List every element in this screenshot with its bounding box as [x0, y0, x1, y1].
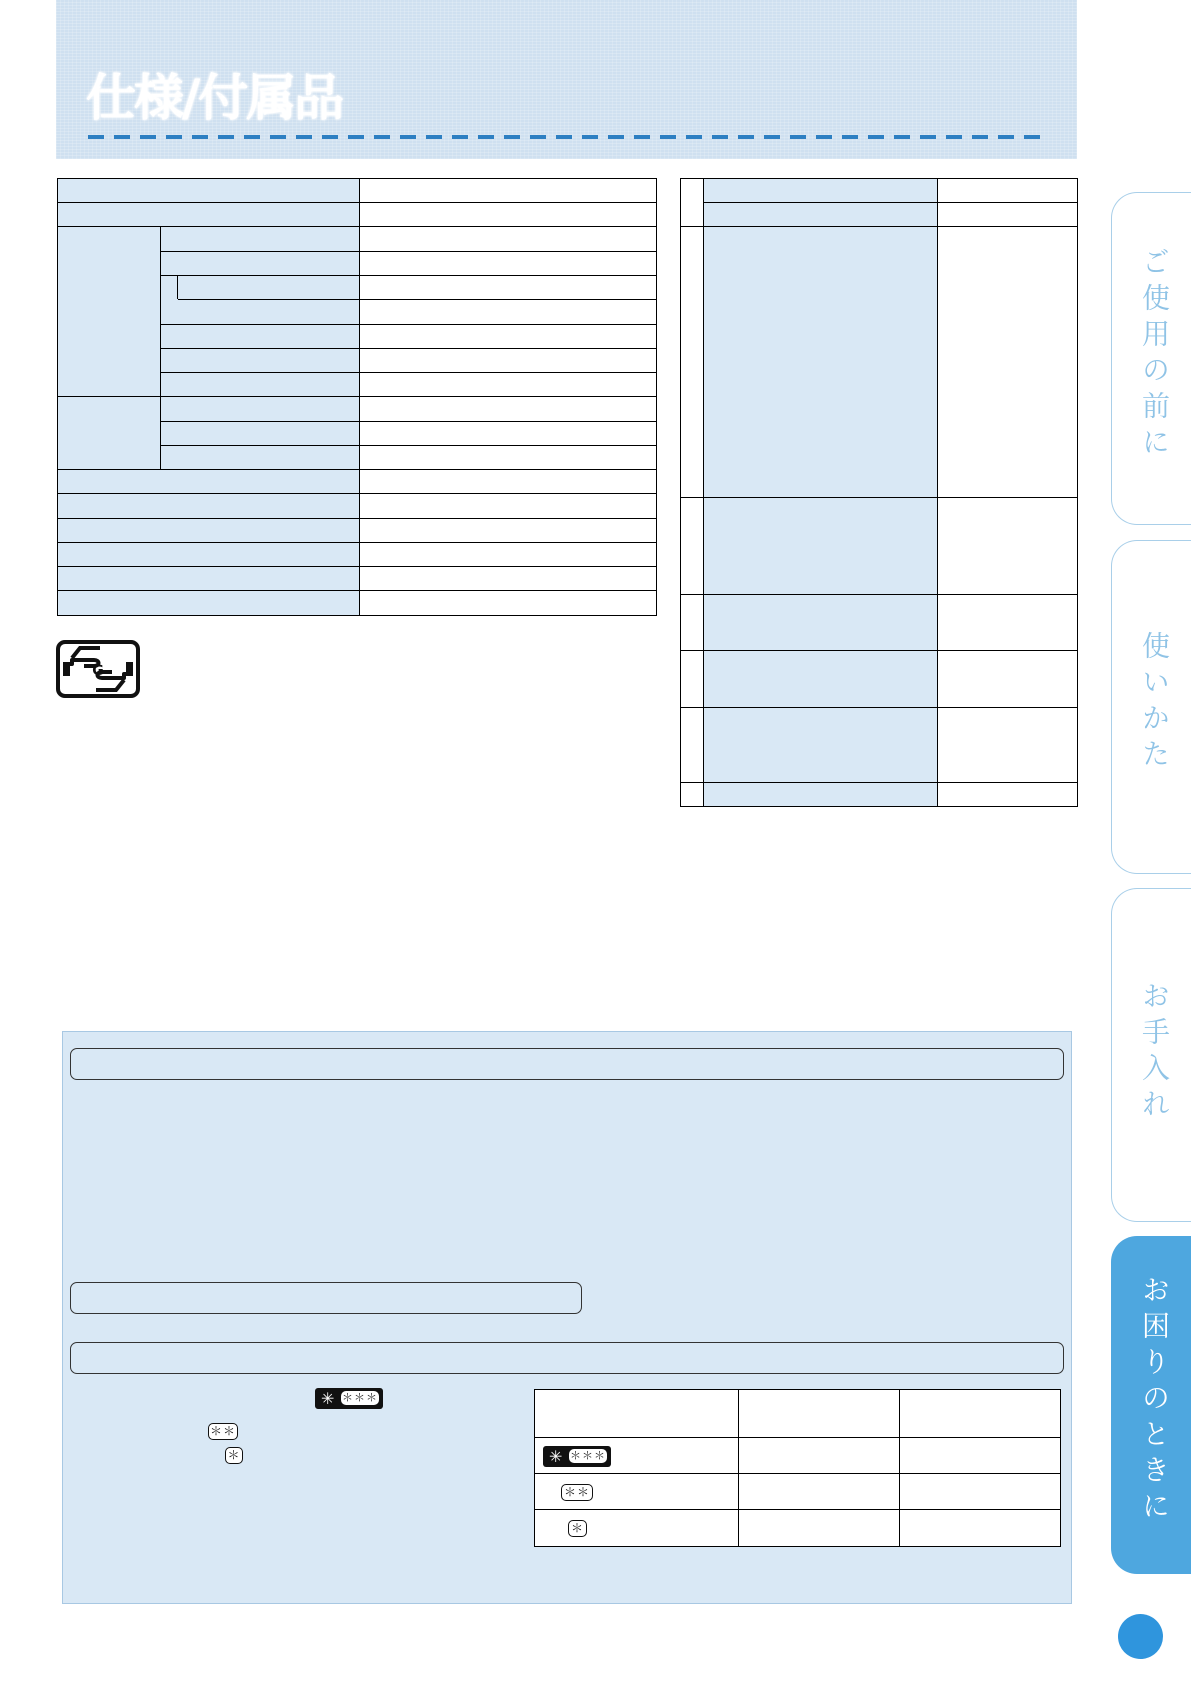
accessory-value-cell — [938, 783, 1078, 807]
signal-3-icon — [315, 1388, 383, 1409]
accessory-row — [681, 651, 1078, 708]
signal-star-glyph: ✳ — [549, 1447, 563, 1466]
signal-table-header-row — [535, 1390, 1061, 1438]
accessory-value-cell — [938, 203, 1078, 227]
accessory-table — [680, 178, 1078, 807]
accessory-row — [681, 179, 1078, 203]
spec-label-cell — [58, 470, 360, 494]
spec-value-cell — [360, 276, 657, 300]
accessory-value-cell — [938, 595, 1078, 651]
spec-label-cell — [58, 591, 360, 616]
spec-label-cell — [161, 446, 360, 470]
signal-bars-glyph: ＊＊＊ — [342, 1391, 378, 1404]
spec-row — [58, 519, 657, 543]
accessory-index-cell — [681, 651, 704, 708]
spec-label-cell — [58, 519, 360, 543]
accessory-index-cell — [681, 498, 704, 595]
signal-2-icon: ＊＊ — [561, 1484, 593, 1501]
spec-label-cell — [161, 252, 360, 276]
spec-label-cell — [58, 543, 360, 567]
accessory-row — [681, 708, 1078, 783]
spec-row — [58, 591, 657, 616]
accessory-row — [681, 783, 1078, 807]
spec-value-cell — [360, 591, 657, 616]
accessory-label-cell — [704, 783, 938, 807]
page-number-badge — [1118, 1614, 1163, 1659]
spec-row — [58, 203, 657, 227]
spec-label-cell — [58, 494, 360, 519]
signal-cell — [739, 1438, 900, 1474]
spec-value-cell — [360, 446, 657, 470]
accessory-row — [681, 203, 1078, 227]
signal-icon-cell — [535, 1438, 739, 1474]
signal-2-icon: ＊＊ — [209, 1424, 236, 1438]
spec-label-cell — [58, 567, 360, 591]
signal-strength-table — [534, 1389, 1061, 1547]
spec-value-cell — [360, 325, 657, 349]
accessory-index-cell — [681, 783, 704, 807]
accessory-index-cell — [681, 227, 704, 498]
spec-value-cell — [360, 179, 657, 203]
accessory-row — [681, 227, 1078, 498]
spec-row — [58, 567, 657, 591]
spec-label-cell — [161, 373, 360, 397]
side-tab-label: ご使用の前に — [1138, 247, 1171, 463]
accessory-value-cell — [938, 179, 1078, 203]
spec-row — [58, 494, 657, 519]
signal-3-icon — [543, 1446, 611, 1467]
accessory-row — [681, 595, 1078, 651]
spec-label-cell — [161, 227, 360, 252]
spec-label-cell — [161, 349, 360, 373]
signal-header-cell — [900, 1390, 1061, 1438]
spec-label-cell — [58, 203, 360, 227]
spec-label-cell — [161, 325, 360, 349]
notice-subheading-bar — [70, 1282, 582, 1314]
spec-label-cell — [178, 276, 360, 300]
accessory-label-cell — [704, 227, 938, 498]
signal-cell — [900, 1474, 1061, 1510]
spec-value-cell — [360, 567, 657, 591]
accessory-label-cell — [704, 498, 938, 595]
accessory-value-cell — [938, 498, 1078, 595]
spec-label-cell — [58, 179, 360, 203]
accessory-value-cell — [938, 227, 1078, 498]
spec-value-cell — [360, 494, 657, 519]
notice-heading-bar — [70, 1048, 1064, 1080]
signal-star-glyph: ✳ — [321, 1389, 335, 1408]
spec-value-cell — [360, 470, 657, 494]
accessory-index-cell — [681, 595, 704, 651]
svg-text:G: G — [92, 663, 104, 679]
side-tab-before-use[interactable] — [1111, 192, 1191, 525]
spec-value-cell — [360, 349, 657, 373]
side-tab-label: 使いかた — [1138, 631, 1171, 775]
spec-table-main — [57, 178, 657, 616]
accessory-label-cell — [704, 203, 938, 227]
side-tab-usage[interactable] — [1111, 540, 1191, 874]
signal-table-row — [535, 1510, 1061, 1547]
signal-header-cell — [739, 1390, 900, 1438]
spec-value-cell — [360, 373, 657, 397]
signal-cell — [739, 1474, 900, 1510]
spec-value-cell — [360, 422, 657, 446]
spec-value-cell — [360, 252, 657, 276]
spec-group-cell — [58, 227, 161, 397]
accessory-index-cell — [681, 708, 704, 783]
side-tab-troubleshooting[interactable] — [1111, 1236, 1191, 1574]
header-dashed-rule — [88, 135, 1048, 139]
spec-indent-cell — [161, 276, 178, 300]
signal-table-row — [535, 1438, 1061, 1474]
signal-1-icon: ＊ — [568, 1520, 587, 1537]
side-tab-label: お手入れ — [1138, 981, 1171, 1125]
spec-value-cell — [360, 227, 657, 252]
signal-header-cell — [535, 1390, 739, 1438]
signal-bars-glyph: ＊＊＊ — [570, 1449, 606, 1462]
side-tab-care[interactable] — [1111, 888, 1191, 1222]
accessory-value-cell — [938, 651, 1078, 708]
spec-value-cell — [360, 300, 657, 325]
signal-cell — [739, 1510, 900, 1547]
signal-heading-bar — [70, 1342, 1064, 1374]
accessory-value-cell — [938, 708, 1078, 783]
signal-1-icon: ＊ — [225, 1447, 243, 1464]
signal-cell — [900, 1510, 1061, 1547]
accessory-label-cell — [704, 651, 938, 708]
accessory-index-cell — [681, 179, 704, 227]
spec-label-cell — [161, 397, 360, 422]
accessory-row — [681, 498, 1078, 595]
spec-value-cell — [360, 519, 657, 543]
spec-group-cell — [58, 397, 161, 470]
signal-table-row — [535, 1474, 1061, 1510]
side-tab-label: お困りのときに — [1138, 1275, 1171, 1527]
spec-row — [58, 470, 657, 494]
signal-cell — [900, 1438, 1061, 1474]
spec-row — [58, 227, 657, 252]
spec-value-cell — [360, 203, 657, 227]
signal-icon-cell — [535, 1474, 739, 1510]
spec-value-cell — [360, 543, 657, 567]
spec-row — [58, 179, 657, 203]
spec-label-cell — [161, 300, 360, 325]
accessory-label-cell — [704, 708, 938, 783]
page-title: 仕様/付属品 — [86, 69, 343, 127]
giteki-mark-graphic — [60, 644, 136, 694]
spec-label-cell — [161, 422, 360, 446]
accessory-label-cell — [704, 595, 938, 651]
header-banner — [56, 0, 1077, 159]
giteki-mark-icon — [56, 640, 140, 698]
signal-icon-cell — [535, 1510, 739, 1547]
accessory-label-cell — [704, 179, 938, 203]
spec-row — [58, 543, 657, 567]
spec-value-cell — [360, 397, 657, 422]
spec-row — [58, 397, 657, 422]
